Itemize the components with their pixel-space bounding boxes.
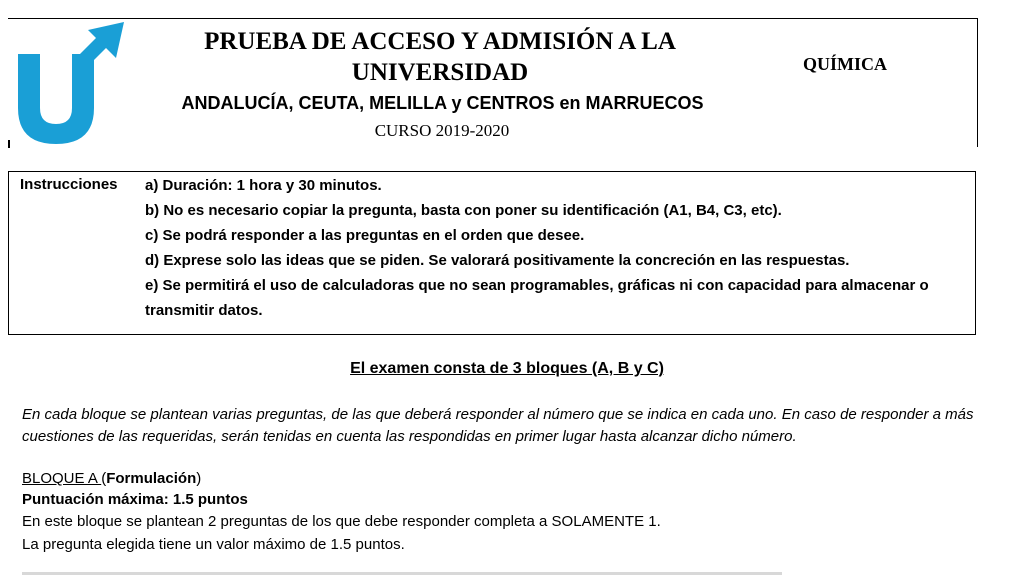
block-a-max-score: Puntuación máxima: 1.5 puntos [22, 491, 248, 508]
block-a-label: BLOQUE A [22, 470, 102, 487]
course-label: CURSO 2019-2020 [374, 121, 510, 140]
instructions-label: Instrucciones [20, 176, 118, 193]
instruction-item: transmitir datos. [145, 302, 263, 319]
cut-off-text-line [22, 568, 782, 576]
instruction-item: d) Exprese solo las ideas que se piden. Se valorará positivamente la concreción en las respuestas. [145, 252, 850, 269]
subject-label: QUÍMICA [803, 54, 887, 74]
header-frame-tick [8, 140, 10, 148]
instructions-list [145, 176, 965, 326]
region-label: ANDALUCÍA, CEUTA, MELILLA y CENTROS en MARRUECOS [181, 93, 704, 113]
block-a-value-note: La pregunta elegida tiene un valor máximo de 1.5 puntos. [22, 536, 405, 553]
page-title: PRUEBA DE ACCESO Y ADMISIÓN A LA UNIVERSIDAD [204, 28, 676, 86]
block-a-open-paren: ( [101, 470, 107, 487]
block-a-title [22, 470, 201, 487]
exam-structure-heading: El examen consta de 3 bloques (A, B y C) [350, 360, 664, 377]
block-a-subtitle: Formulación [106, 470, 197, 487]
instruction-item: c) Se podrá responder a las preguntas en el orden que desee. [145, 227, 585, 244]
university-u-logo-icon [14, 20, 128, 144]
intro-paragraph: En cada bloque se plantean varias preguntas, de las que deberá responder al número que se indica en cada uno. En caso de responder a más cuestiones de las requeridas, serán tenidas en cuenta las respondidas en primer lugar hasta alcanzar dicho número. [22, 406, 974, 445]
block-a-close-paren: ) [196, 470, 202, 487]
instruction-item: b) No es necesario copiar la pregunta, basta con poner su identificación (A1, B4, C3, etc). [145, 202, 782, 219]
block-a-description: En este bloque se plantean 2 preguntas de los que debe responder completa a SOLAMENTE 1. [22, 513, 661, 530]
instruction-item: e) Se permitirá el uso de calculadoras que no sean programables, gráficas ni con capacidad para almacenar o [145, 277, 929, 294]
instruction-item: a) Duración: 1 hora y 30 minutos. [145, 177, 382, 194]
